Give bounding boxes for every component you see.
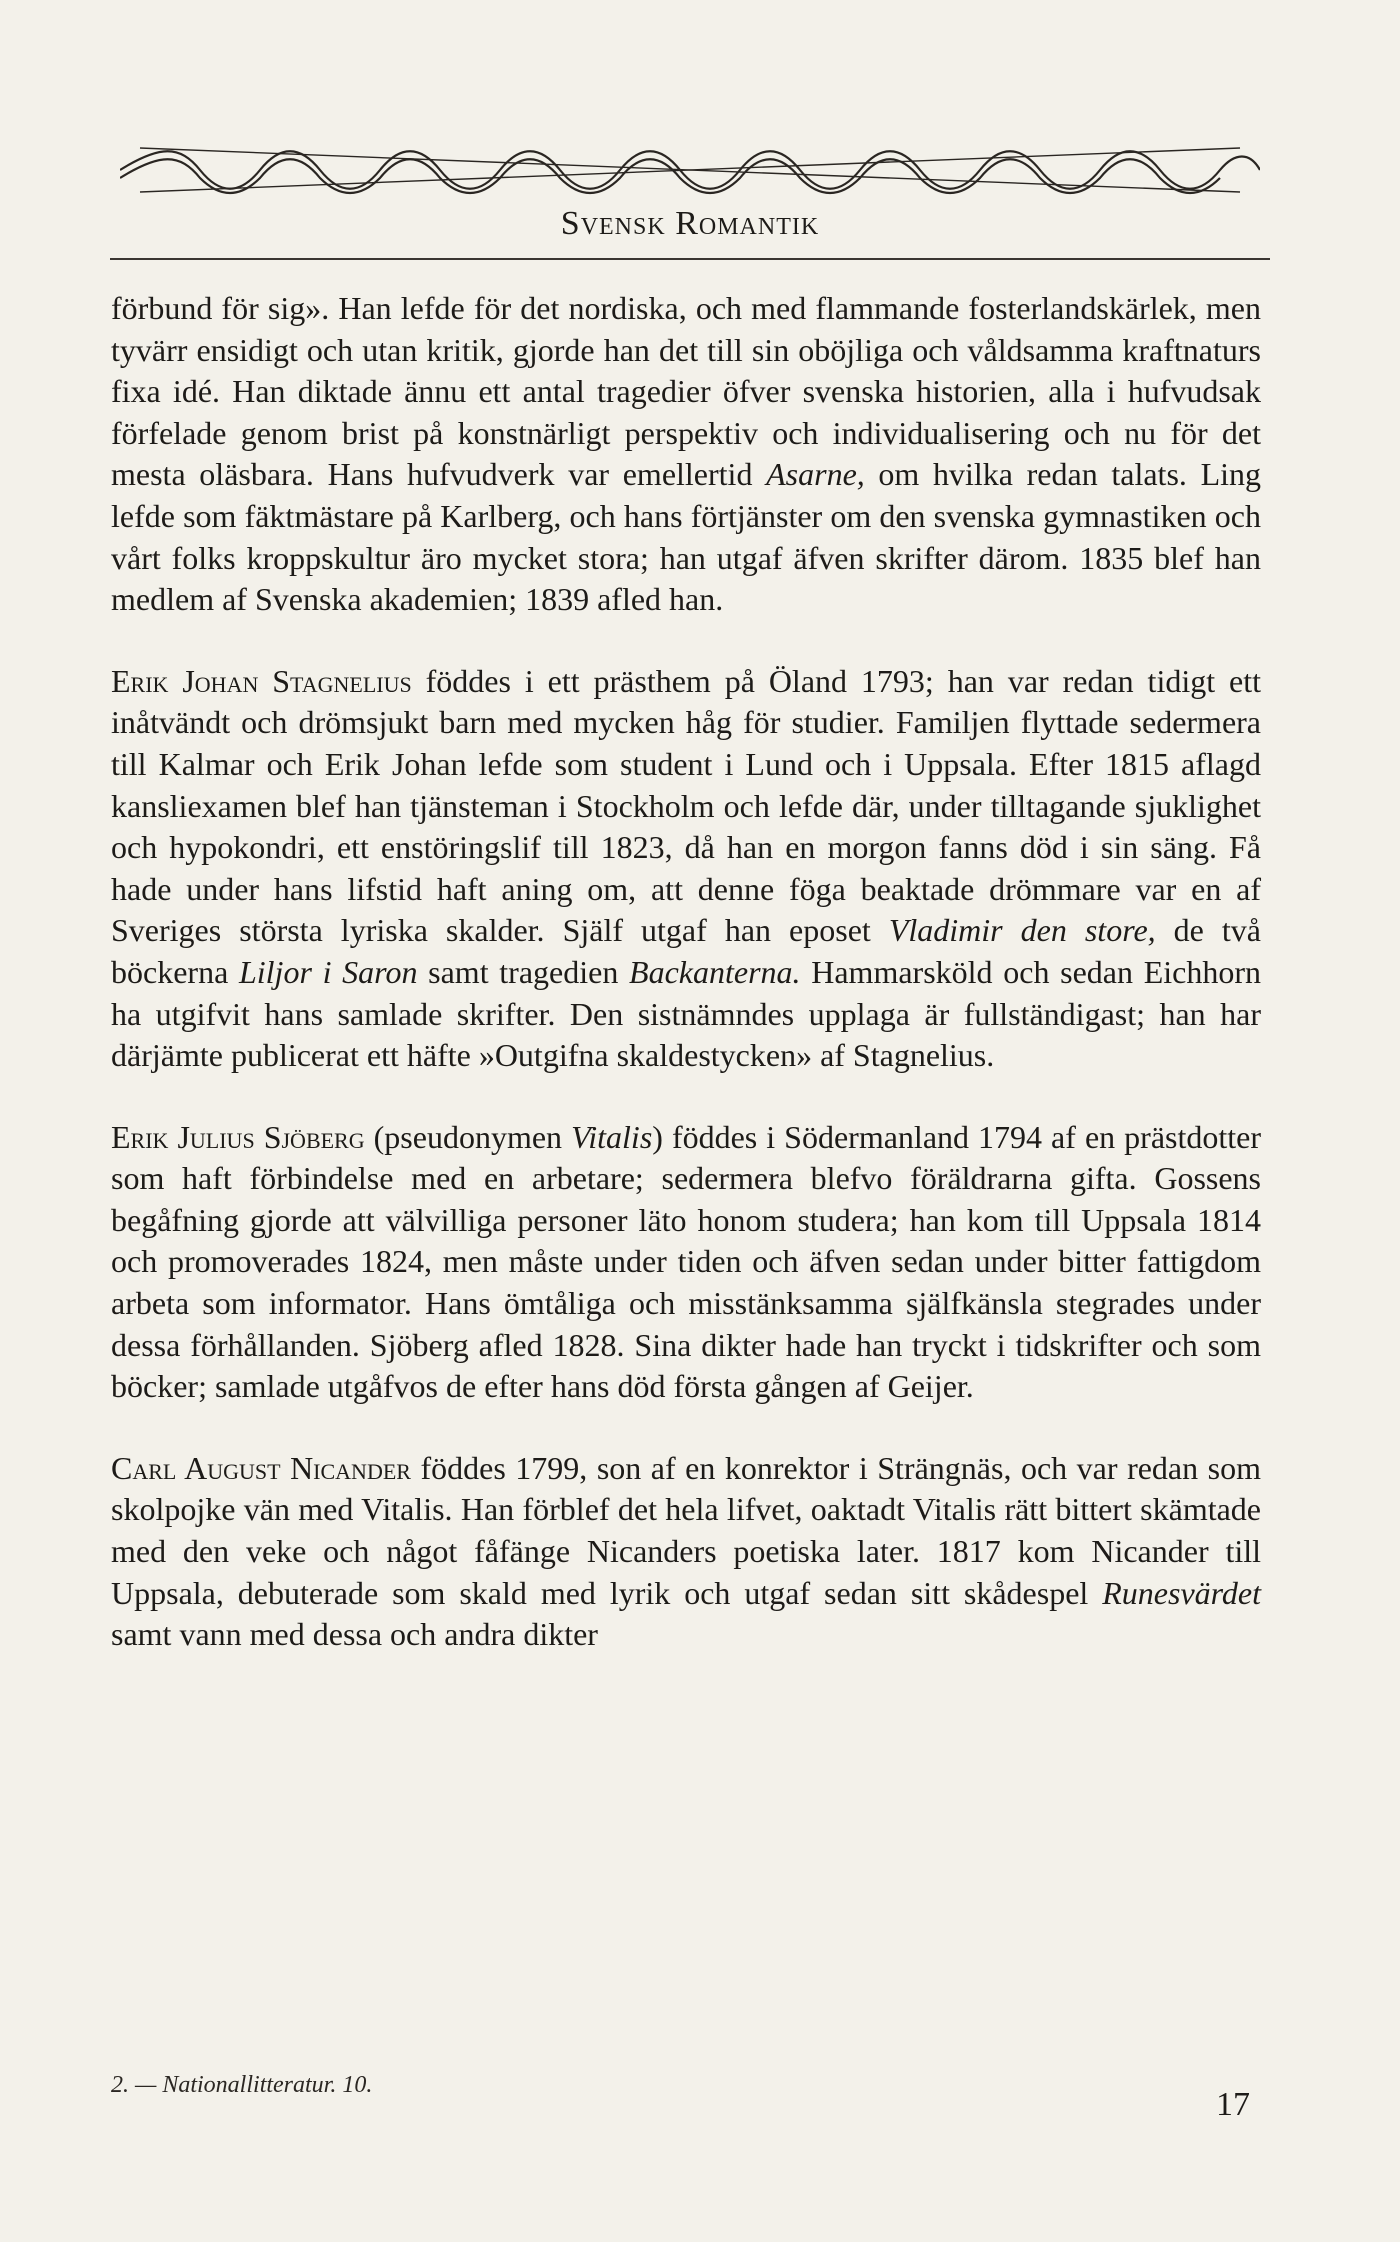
text-run: förbund för sig». Han lefde för det nordiska, och med flammande fosterlandskärlek, men tyvärr ensidigt och utan kritik, gjorde han det till sin oböjliga och våldsamma kraftnaturs fixa idé. Han diktade ännu ett antal tragedier öfver svenska historien, alla i hufvudsak förfelade genom brist på konstnärligt perspektiv och individualisering och nu för det mesta oläsbara. Hans hufvudverk var emellertid xyxy=(111,290,1261,493)
text-run: (pseudonymen xyxy=(364,1118,572,1155)
text-run: de två böckerna xyxy=(111,912,1261,990)
header-rule xyxy=(110,258,1270,260)
decorative-ornament xyxy=(120,140,1260,200)
work-title: Backanterna. xyxy=(629,953,801,990)
text-run: Hammarsköld och sedan Eichhorn ha utgifvit hans samlade skrifter. Den sistnämndes upplaga är fullständigast; han har därjämte publicerat ett häfte »Outgifna skaldestycken» af Stagnelius. xyxy=(111,953,1262,1074)
work-title: Vladimir den store, xyxy=(888,912,1156,949)
person-name: Carl August Nicander xyxy=(111,1449,411,1486)
page-footer xyxy=(111,2072,1261,2099)
text-run: föddes i ett prästhem på Öland 1793; han var redan tidigt ett inåtvändt och drömsjukt barn med mycken håg för studier. Familjen flyttade sedermera till Kalmar och Erik Johan lefde som student i Lund och i Uppsala. Efter 1815 aflagd kansliexamen blef han tjänsteman i Stockholm och lefde där, under tilltagande sjuklighet och hypokondri, ett enstöringslif till 1823, då han en morgon fanns död i sin säng. Få hade under hans lifstid haft aning om, att denne föga beaktade drömmare var en af Sveriges största lyriska skalder. Själf utgaf han eposet xyxy=(111,662,1262,949)
work-title: Runesvärdet xyxy=(1102,1574,1261,1611)
paragraph-stagnelius xyxy=(111,661,1261,1077)
work-title: Liljor i Saron xyxy=(238,953,418,990)
signature-mark: 2. — Nationallitteratur. 10. xyxy=(111,2072,373,2098)
text-run: föddes 1799, son af en konrektor i Strängnäs, och var redan som skolpojke vän med Vitalis. Han förblef det hela lifvet, oaktadt Vitalis rätt bittert skämtade med den veke och något fåfänge Nicanders poetiska later. 1817 kom Nicander till Uppsala, debuterade som skald med lyrik och utgaf sedan sitt skådespel xyxy=(111,1449,1261,1611)
paragraph-nicander xyxy=(111,1448,1261,1656)
text-run: ) föddes i Södermanland 1794 af en prästdotter som haft förbindelse med en arbetare; sedermera blefvo föräldrarna gifta. Gossens begåfning gjorde att välvilliga personer läto honom studera; han kom till Uppsala 1814 och promoverades 1824, men måste under tiden och äfven sedan under bitter fattigdom arbeta som informator. Hans ömtåliga och misstänksamma själfkänsla stegrades under dessa förhållanden. Sjöberg afled 1828. Sina dikter hade han tryckt i tidskrifter och som böcker; samlade utgåfvos de efter hans död första gången af Geijer. xyxy=(111,1118,1262,1405)
person-name: Erik Johan Stagnelius xyxy=(111,662,412,699)
text-run: samt vann med dessa och andra dikter xyxy=(111,1616,598,1653)
page-body xyxy=(111,288,1261,1656)
work-title: Asarne, xyxy=(766,456,865,493)
pseudonym: Vitalis xyxy=(571,1118,653,1155)
running-head: Svensk Romantik xyxy=(560,205,820,242)
person-name: Erik Julius Sjöberg xyxy=(111,1118,365,1155)
page-number: 17 xyxy=(1216,2086,1250,2123)
paragraph-sjoberg xyxy=(111,1117,1261,1408)
paragraph-ling xyxy=(111,288,1261,621)
text-run: om hvilka redan talats. Ling lefde som fäktmästare på Karlberg, och hans förtjänster om den svenska gymnastiken och vårt folks kroppskultur äro mycket stora; han utgaf äfven skrifter därom. 1835 blef han medlem af Svenska akademien; 1839 afled han. xyxy=(111,456,1262,618)
text-run: samt tragedien xyxy=(417,953,630,990)
